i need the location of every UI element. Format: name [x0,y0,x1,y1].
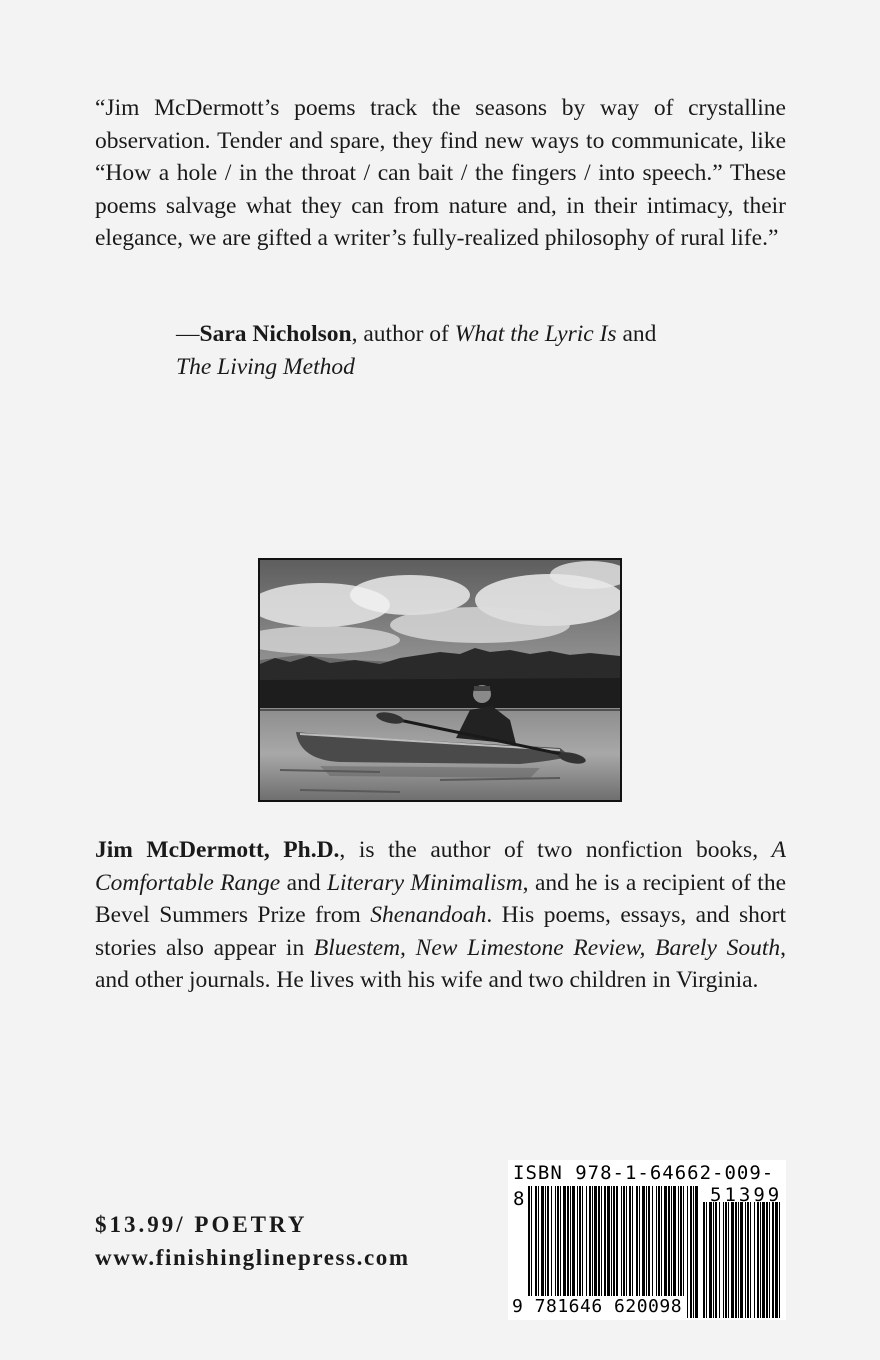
kayaker-photo-icon [260,560,620,800]
publisher-url[interactable]: www.finishinglinepress.com [95,1245,410,1270]
reviewer-name: Sara Nicholson [199,321,352,347]
addon-bar [723,1202,724,1318]
addon-bar [715,1202,717,1318]
price-genre: $13.99/ POETRY [95,1212,308,1237]
price-code: 51399 [710,1184,783,1206]
addon-bar [709,1202,712,1318]
addon-bar [725,1202,727,1318]
addon-bar [766,1202,768,1318]
author-bio [95,834,786,997]
addon-bar [772,1202,774,1318]
addon-bar [769,1202,770,1318]
reviewer-book-1: What the Lyric Is [454,321,617,347]
addon-bar [735,1202,737,1318]
addon-bar [740,1202,743,1318]
bio-text-2: and [280,869,327,896]
addon-bar [738,1202,739,1318]
bio-text-4: . His poems, essays, and short stories also appear in [95,902,786,961]
isbn-text: ISBN 978-1-64662-009-8 [513,1162,775,1210]
author-photo [258,558,622,802]
bio-text-5: , and other journals. He lives with his wife and two children in Virginia. [95,934,786,993]
bio-magazine-1: Shenandoah [370,902,487,928]
addon-bar [760,1202,761,1318]
bio-magazines-2: Bluestem, New Limestone Review, Barely South [313,934,781,961]
attribution-dash: — [176,321,200,347]
addon-bar [775,1202,778,1318]
addon-bar [754,1202,755,1318]
addon-bar [757,1202,759,1318]
addon-bar [731,1202,734,1318]
addon-bar [762,1202,765,1318]
addon-bar [719,1202,720,1318]
ean-digits: 9 781646 620098 [512,1296,683,1317]
bio-book-1: A Comfortable Range [95,837,787,896]
addon-bar [706,1202,707,1318]
isbn-barcode [508,1160,786,1320]
attribution-and: and [616,321,657,347]
addon-bar [750,1202,751,1318]
bio-text-1: , is the author of two nonfiction books, [339,837,772,863]
addon-bar [728,1202,729,1318]
bio-text-3: , and he is a recipient of the Bevel Summers Prize from [95,869,786,928]
bio-book-2: Literary Minimalism [326,869,523,896]
author-name: Jim McDermott, Ph.D. [95,837,340,863]
attribution-connector: , author of [351,321,455,347]
addon-bar [713,1202,714,1318]
addon-bar [747,1202,749,1318]
addon-bar [703,1202,705,1318]
addon-bar [779,1202,780,1318]
reviewer-book-2: The Living Method [176,353,355,380]
blurb-attribution [176,318,776,383]
review-blurb: “Jim McDermott’s poems track the seasons by way of crystalline observation. Tender and spare, they find new ways to communicate, like “How a hole / in the throat / can bait / the fingers / into speech.” These poems salvage what they can from nature and, in their intimacy, their elegance, we are gifted a writer’s fully-realized philosophy of rural life.” [95,95,786,251]
addon-bar [745,1202,746,1318]
